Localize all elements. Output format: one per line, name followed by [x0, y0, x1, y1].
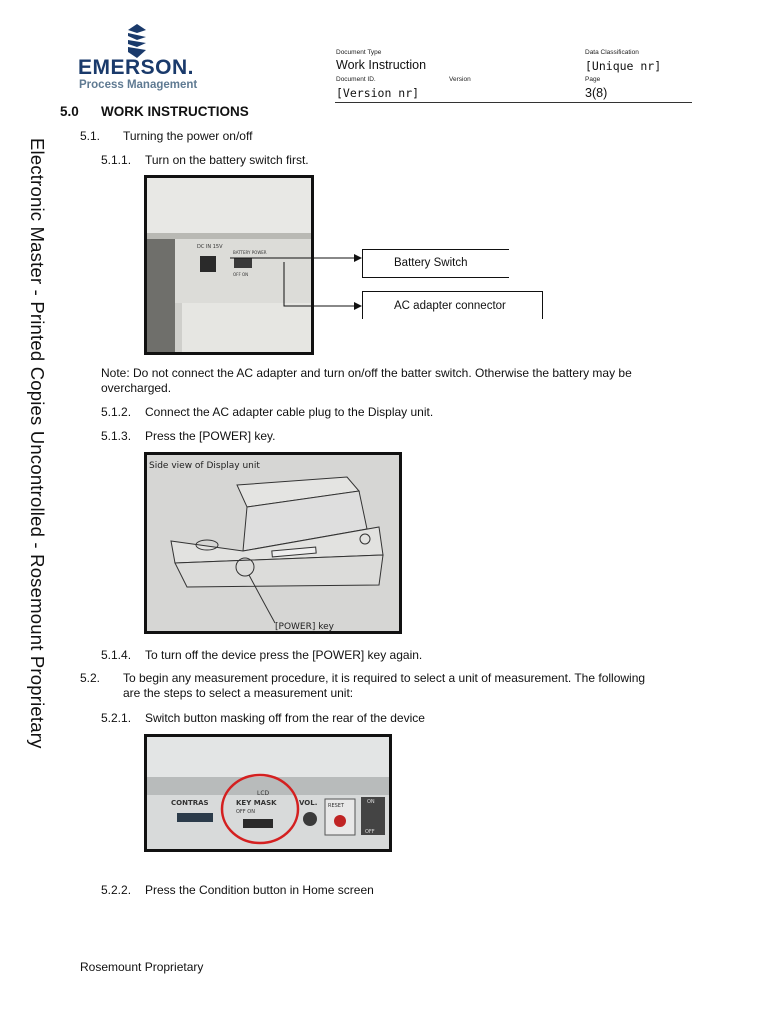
division-name: Process Management — [79, 79, 198, 91]
switch-on-label: ON — [367, 799, 375, 805]
emerson-logo-mark — [122, 24, 152, 58]
rear-panel-photo — [144, 734, 392, 852]
ac-adapter-callout — [362, 291, 543, 319]
key-mask-label: KEY MASK — [236, 799, 277, 807]
side-watermark-text: Electronic Master - Printed Copies Uncontrolled - Rosemount Proprietary — [27, 138, 48, 749]
switch-off-label: OFF — [365, 829, 375, 835]
header-rule — [335, 102, 692, 103]
version-label: Version — [449, 76, 471, 83]
step-5-1-number: 5.1. — [80, 129, 101, 143]
classification-value: [Unique nr] — [585, 59, 662, 73]
classification-label: Data Classification — [585, 49, 639, 56]
doc-id-value: [Version nr] — [336, 86, 420, 100]
doc-id-label: Document ID. — [336, 76, 376, 83]
page-label: Page — [585, 76, 601, 83]
side-watermark — [26, 138, 48, 868]
doc-type-value: Work Instruction — [336, 58, 427, 72]
display-side-view-photo — [144, 452, 402, 634]
note-text: Note: Do not connect the AC adapter and turn on/off the batter switch. Otherwise the battery may be overcharged. — [101, 366, 632, 395]
step-5-2-text: To begin any measurement procedure, it is required to select a unit of measurement. The following are the steps to select a measurement unit: — [123, 671, 646, 700]
step-5-2-number: 5.2. — [80, 671, 101, 685]
off-on-label: OFF ON — [233, 272, 249, 277]
key-mask-off-on-label: OFF ON — [236, 809, 255, 815]
page-number: 3(8) — [585, 86, 608, 100]
doc-type-label: Document Type — [336, 49, 382, 56]
dc-in-label: DC IN 15V — [197, 244, 223, 250]
company-logo: EMERSON. — [78, 56, 195, 79]
step-5-1-text: Turning the power on/off — [123, 129, 253, 143]
battery-switch-label: Battery Switch — [394, 257, 468, 269]
step-5-1-1-text: Turn on the battery switch first. — [145, 153, 309, 167]
volume-label: VOL. — [299, 799, 318, 807]
side-view-caption: Side view of Display unit — [149, 461, 260, 471]
step-5-1-4-text: To turn off the device press the [POWER] key again. — [145, 648, 423, 662]
section-number: 5.0 — [60, 104, 79, 119]
callout-underline — [362, 277, 509, 278]
step-5-1-2-number: 5.1.2. — [101, 405, 132, 419]
reset-label: RESET — [328, 803, 345, 809]
callout-arrows — [230, 248, 370, 318]
power-key-label: [POWER] key — [275, 622, 334, 631]
step-5-2-2-number: 5.2.2. — [101, 883, 132, 897]
step-5-2-1-number: 5.2.1. — [101, 711, 132, 725]
step-5-2-2-text: Press the Condition button in Home screen — [145, 883, 374, 897]
step-5-1-1-number: 5.1.1. — [101, 153, 132, 167]
section-title: WORK INSTRUCTIONS — [101, 104, 249, 119]
step-5-1-4-number: 5.1.4. — [101, 648, 132, 662]
lcd-label: LCD — [257, 790, 270, 797]
step-5-1-3-number: 5.1.3. — [101, 429, 132, 443]
battery-switch-callout — [362, 249, 509, 278]
step-5-1-2-text: Connect the AC adapter cable plug to the Display unit. — [145, 405, 434, 419]
footer-text: Rosemount Proprietary — [80, 960, 204, 974]
ac-adapter-label: AC adapter connector — [394, 300, 506, 312]
step-5-2-1-text: Switch button masking off from the rear of the device — [145, 711, 425, 725]
battery-power-label: BATTERY POWER — [233, 250, 267, 255]
step-5-1-3-text: Press the [POWER] key. — [145, 429, 276, 443]
contrast-label: CONTRAS — [171, 799, 209, 807]
